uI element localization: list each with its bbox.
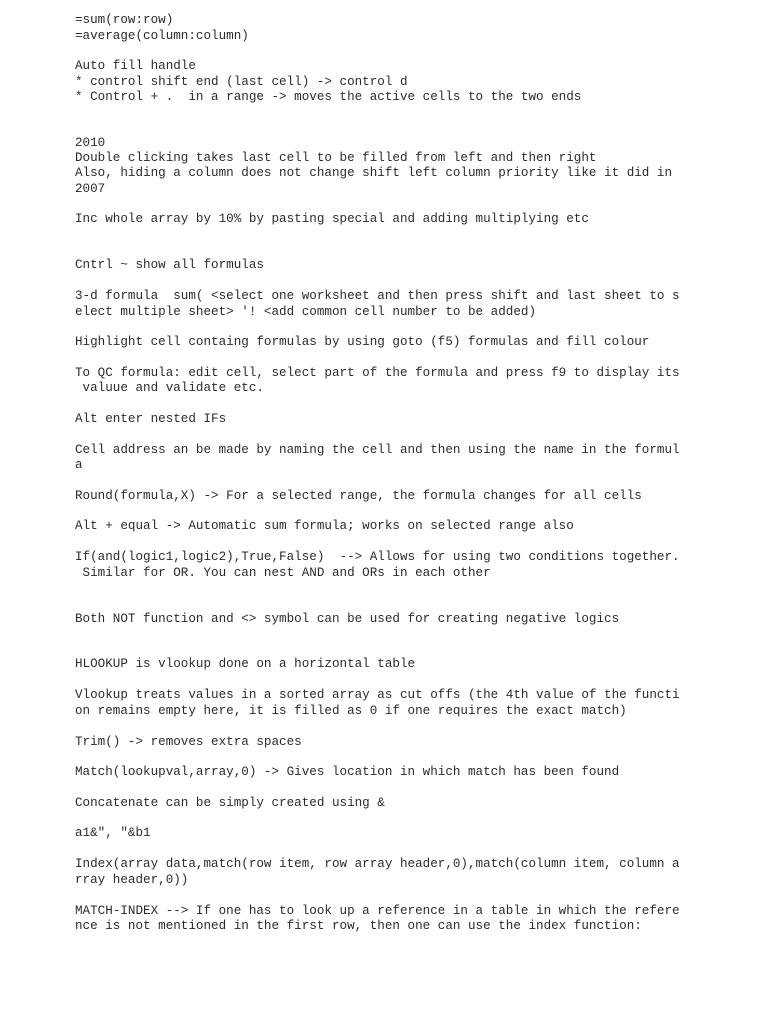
text-line: Cntrl ~ show all formulas (75, 258, 264, 272)
text-line: Similar for OR. You can nest AND and ORs in each other (75, 566, 491, 580)
text-line: 2007 (75, 182, 106, 196)
text-line: a (75, 458, 83, 472)
text-line: Index(array data,match(row item, row array header,0),match(column item, column a (75, 857, 680, 871)
text-line: Auto fill handle (75, 59, 196, 73)
text-line: =average(column:column) (75, 29, 249, 43)
text-line: Also, hiding a column does not change shift left column priority like it did in (75, 166, 673, 180)
text-line: HLOOKUP is vlookup done on a horizontal table (75, 657, 416, 671)
text-line: * control shift end (last cell) -> control d (75, 75, 408, 89)
text-line: on remains empty here, it is filled as 0 if one requires the exact match) (75, 704, 627, 718)
text-line: Inc whole array by 10% by pasting special and adding multiplying etc (75, 212, 589, 226)
text-line: 3-d formula sum( <select one worksheet and then press shift and last sheet to s (75, 289, 680, 303)
text-line: rray header,0)) (75, 873, 189, 887)
text-line: Match(lookupval,array,0) -> Gives location in which match has been found (75, 765, 620, 779)
text-line: Round(formula,X) -> For a selected range, the formula changes for all cells (75, 489, 642, 503)
text-line: Highlight cell containg formulas by using goto (f5) formulas and fill colour (75, 335, 650, 349)
text-line: MATCH-INDEX --> If one has to look up a reference in a table in which the refere (75, 904, 680, 918)
text-line: Alt enter nested IFs (75, 412, 227, 426)
text-line: nce is not mentioned in the first row, then one can use the index function: (75, 919, 642, 933)
text-line: elect multiple sheet> '! <add common cell number to be added) (75, 305, 537, 319)
text-line: a1&", "&b1 (75, 826, 151, 840)
text-line: If(and(logic1,logic2),True,False) --> Allows for using two conditions together. (75, 550, 680, 564)
text-line: valuue and validate etc. (75, 381, 264, 395)
text-line: 2010 (75, 136, 106, 150)
text-line: To QC formula: edit cell, select part of the formula and press f9 to display its (75, 366, 680, 380)
text-line: Cell address an be made by naming the cell and then using the name in the formul (75, 443, 680, 457)
text-line: Alt + equal -> Automatic sum formula; works on selected range also (75, 519, 574, 533)
text-line: Double clicking takes last cell to be filled from left and then right (75, 151, 597, 165)
text-line: Vlookup treats values in a sorted array as cut offs (the 4th value of the functi (75, 688, 680, 702)
text-line: Trim() -> removes extra spaces (75, 735, 302, 749)
text-line: * Control + . in a range -> moves the active cells to the two ends (75, 90, 582, 104)
text-line: =sum(row:row) (75, 13, 174, 27)
text-line: Concatenate can be simply created using & (75, 796, 385, 810)
text-line: Both NOT function and <> symbol can be used for creating negative logics (75, 612, 620, 626)
